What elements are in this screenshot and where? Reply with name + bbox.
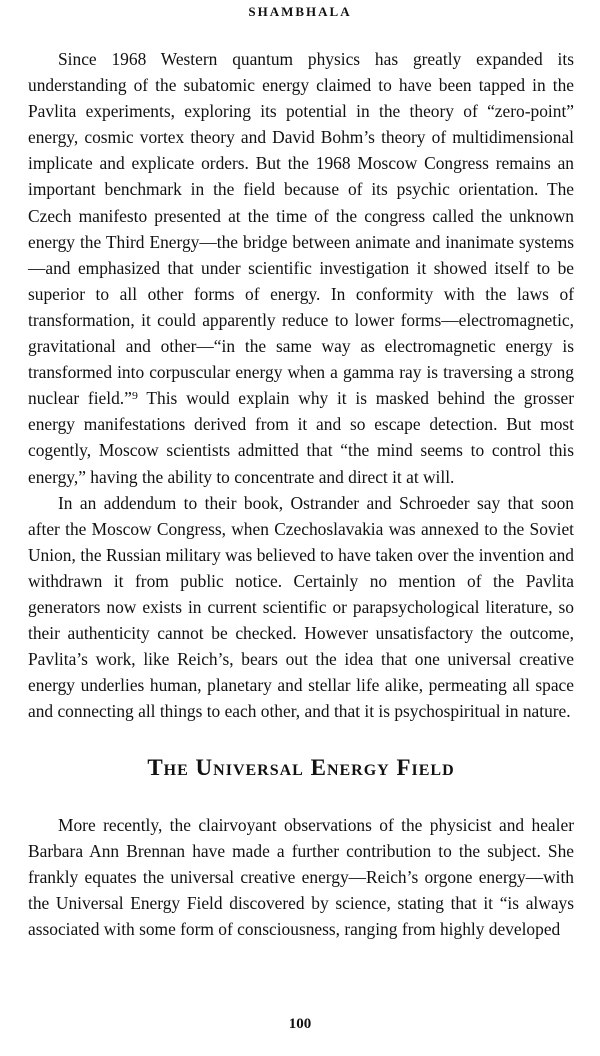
paragraph: More recently, the clairvoyant observations of the physicist and healer Barbara Ann Brennan have made a further contribution to the subject. She frankly equates the universal creative energy—Reich’s orgone energy—with the Universal Energy Field discovered by science, stating that it “is always associated with some form of consciousness, ranging from highly developed bbox=[28, 814, 574, 939]
paragraph: In an addendum to their book, Ostrander and Schroeder say that soon after the Moscow Congress, when Czechoslavakia was annexed to the Soviet Union, the Russian military was believed to have taken over the invention and withdrawn it from public notice. Certainly no mention of the Pavlita generators now exists in current scientific or parapsychological literature, so their authenticity cannot be checked. However unsatisfactory the outcome, Pavlita’s work, like Reich’s, bears out the idea that one universal creative energy underlies human, planetary and stellar life alike, permeating all space and connecting all things to each other, and that it is psychospiritual in nature. bbox=[28, 492, 574, 722]
page-number: 100 bbox=[288, 1016, 312, 1032]
section-heading: The Universal Energy Field bbox=[147, 755, 455, 781]
body-text bbox=[28, 46, 574, 942]
running-head: SHAMBHALA bbox=[248, 4, 352, 19]
paragraph: Since 1968 Western quantum physics has greatly expanded its understanding of the subatomic energy claimed to have been tapped in the Pavlita experiments, exploring its potential in the theory of “zero-point” energy, cosmic vortex theory and David Bohm’s theory of multidimensional implicate and explicate orders. But the 1968 Moscow Congress remains an important benchmark in the field because of its psychic orientation. The Czech manifesto presented at the time of the congress called the unknown energy the Third Energy—the bridge between animate and inanimate systems—and emphasized that under scientific investigation it showed itself to be superior to all other forms of energy. In conformity with the laws of transformation, it could apparently reduce to lower forms—electromagnetic, gravitational and other—“in the same way as electromagnetic energy is transformed into corpuscular energy when a gamma ray is traversing a strong nuclear field.”⁹ This would explain why it is masked behind the grosser energy manifestations derived from it and so escape detection. But most cogently, Moscow scientists admitted that “the mind seems to control this energy,” having the ability to concentrate and direct it at will. bbox=[28, 49, 574, 487]
